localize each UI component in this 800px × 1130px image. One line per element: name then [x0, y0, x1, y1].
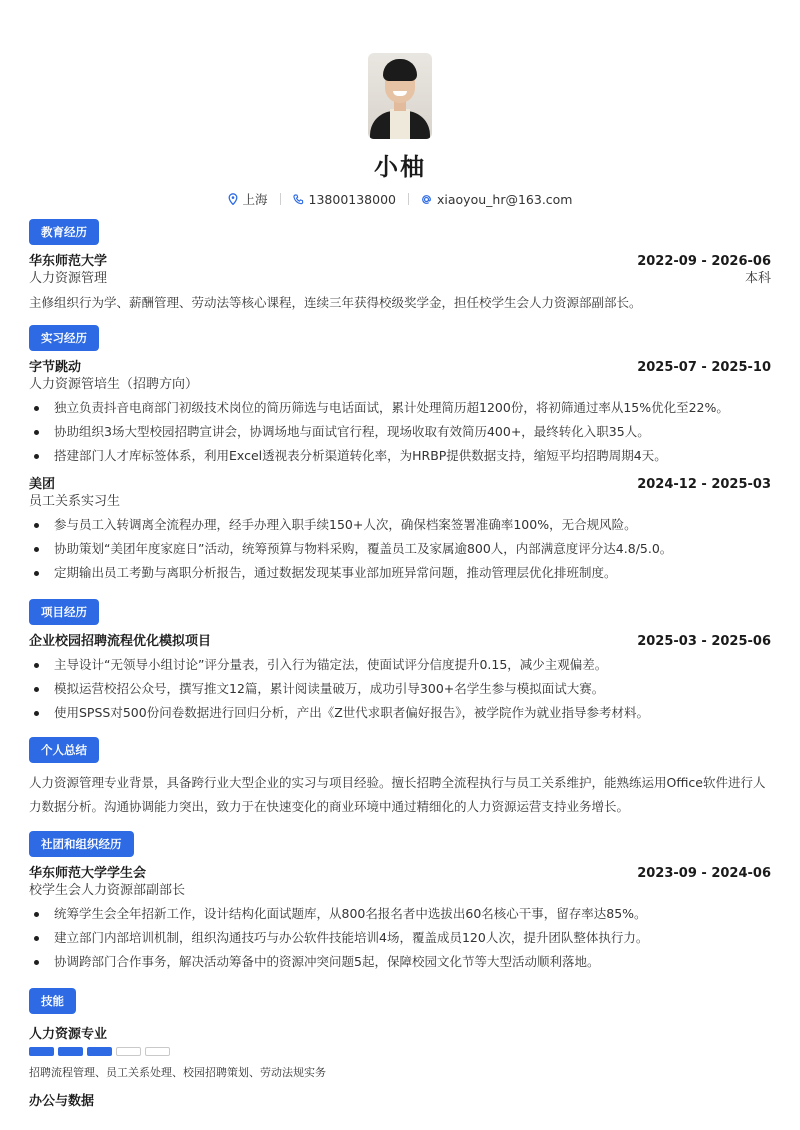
- internship-section: [29, 325, 771, 585]
- project-bullets: [29, 653, 771, 725]
- internship-period: 2024-12 - 2025-03: [637, 477, 771, 492]
- contact-email: [421, 192, 573, 207]
- internship-head: [29, 476, 771, 493]
- contact-row: [0, 190, 800, 208]
- section-tag-club: 社团和组织经历: [29, 831, 134, 857]
- internship-entry: [29, 476, 771, 585]
- skills-section: [29, 988, 771, 1109]
- major: 人力资源管理: [29, 271, 108, 286]
- contact-phone: [293, 192, 396, 207]
- project-section: [29, 599, 771, 725]
- skill-desc: 招聘流程管理、员工关系处理、校园招聘策划、劳动法规实务: [29, 1066, 326, 1079]
- phone-icon: [293, 194, 304, 205]
- section-tag-summary: 个人总结: [29, 737, 99, 763]
- internship-role: [29, 493, 771, 510]
- bullet-item: 协调跨部门合作事务，解决活动筹备中的资源冲突问题5起，保障校园文化节等大型活动顺利落地。: [29, 950, 771, 974]
- education-head: [29, 253, 771, 270]
- club-head: [29, 865, 771, 882]
- club-section: [29, 831, 771, 974]
- section-tag-education: 教育经历: [29, 219, 99, 245]
- level-segment-empty: [116, 1047, 141, 1056]
- org-name: 华东师范大学学生会: [29, 866, 147, 881]
- project-head: [29, 633, 771, 650]
- candidate-name: 小柚: [374, 153, 426, 181]
- avatar-photo: [368, 53, 432, 139]
- summary-text: 人力资源管理专业背景，具备跨行业大型企业的实习与项目经验。擅长招聘全流程执行与员工关系维护，能熟练运用Office软件进行人力数据分析。沟通协调能力突出，致力于在快速变化的商业环境中通过精细化的人力资源运营支持业务增长。: [29, 775, 766, 814]
- club-role: [29, 882, 771, 899]
- company-name: 美团: [29, 477, 56, 492]
- email-text[interactable]: xiaoyou_hr@163.com: [437, 191, 573, 207]
- location-pin-icon: [228, 193, 238, 205]
- bullet-item: 主导设计“无领导小组讨论”评分量表，引入行为锚定法，使面试评分信度提升0.15，减少主观偏差。: [29, 653, 771, 677]
- bullet-item: 协助策划“美团年度家庭日”活动，统筹预算与物料采购，覆盖员工及家属逾800人，内部满意度评分达4.8/5.0。: [29, 537, 771, 561]
- internship-bullets: [29, 396, 771, 468]
- level-segment-empty: [145, 1047, 170, 1056]
- section-tag-project: 项目经历: [29, 599, 99, 625]
- bullet-item: 协助组织3场大型校园招聘宣讲会，协调场地与面试官行程，现场收取有效简历400+，最终转化入职35人。: [29, 420, 771, 444]
- education-section: [29, 219, 771, 315]
- bullet-item: 搭建部门人才库标签体系，利用Excel透视表分析渠道转化率，为HRBP提供数据支持，缩短平均招聘周期4天。: [29, 444, 771, 468]
- level-segment-filled: [58, 1047, 83, 1056]
- role-text: 人力资源管培生（招聘方向）: [29, 377, 199, 392]
- bullet-item: 使用SPSS对500份问卷数据进行回归分析，产出《Z世代求职者偏好报告》，被学院作为就业指导参考材料。: [29, 701, 771, 725]
- skill-name: 办公与数据: [29, 1094, 95, 1109]
- degree: 本科: [744, 271, 771, 286]
- phone-text[interactable]: 13800138000: [308, 191, 396, 207]
- project-name: 企业校园招聘流程优化模拟项目: [29, 634, 212, 649]
- bullet-item: 统筹学生会全年招新工作，设计结构化面试题库，从800名报名者中选拔出60名核心干事，留存率达85%。: [29, 902, 771, 926]
- section-tag-skills: 技能: [29, 988, 76, 1014]
- profile-header: [0, 0, 800, 208]
- contact-location: [228, 190, 268, 208]
- level-segment-filled: [87, 1047, 112, 1056]
- internship-period: 2025-07 - 2025-10: [637, 360, 771, 375]
- skill-level-bar: [29, 1047, 771, 1056]
- internship-head: [29, 359, 771, 376]
- education-sub: [29, 270, 771, 287]
- bullet-item: 参与员工入转调离全流程办理，经手办理入职手续150+人次，确保档案签署准确率100%，无合规风险。: [29, 513, 771, 537]
- skill-name: 人力资源专业: [29, 1027, 108, 1042]
- company-name: 字节跳动: [29, 360, 82, 375]
- role-text: 员工关系实习生: [29, 494, 121, 509]
- level-segment-filled: [29, 1047, 54, 1056]
- education-period: 2022-09 - 2026-06: [637, 254, 771, 269]
- internship-bullets: [29, 513, 771, 585]
- school-name: 华东师范大学: [29, 254, 108, 269]
- bullet-item: 建立部门内部培训机制，组织沟通技巧与办公软件技能培训4场，覆盖成员120人次，提升团队整体执行力。: [29, 926, 771, 950]
- internship-entry: [29, 359, 771, 468]
- club-period: 2023-09 - 2024-06: [637, 866, 771, 881]
- section-tag-internship: 实习经历: [29, 325, 99, 351]
- contact-divider: [280, 193, 281, 205]
- bullet-item: 定期输出员工考勤与离职分析报告，通过数据发现某事业部加班异常问题，推动管理层优化排班制度。: [29, 561, 771, 585]
- bullet-item: 模拟运营校招公众号，撰写推文12篇，累计阅读量破万，成功引导300+名学生参与模拟面试大赛。: [29, 677, 771, 701]
- summary-section: [29, 737, 771, 819]
- internship-role: [29, 376, 771, 393]
- bullet-item: 独立负责抖音电商部门初级技术岗位的简历筛选与电话面试，累计处理简历超1200份，将初筛通过率从15%优化至22%。: [29, 396, 771, 420]
- at-sign-icon: [421, 194, 432, 205]
- club-bullets: [29, 902, 771, 974]
- education-desc: 主修组织行为学、薪酬管理、劳动法等核心课程，连续三年获得校级奖学金，担任校学生会人力资源部副部长。: [29, 295, 642, 310]
- resume-content: [29, 219, 771, 1115]
- location-text: 上海: [242, 192, 268, 207]
- role-text: 校学生会人力资源部副部长: [29, 883, 186, 898]
- contact-divider: [408, 193, 409, 205]
- project-period: 2025-03 - 2025-06: [637, 634, 771, 649]
